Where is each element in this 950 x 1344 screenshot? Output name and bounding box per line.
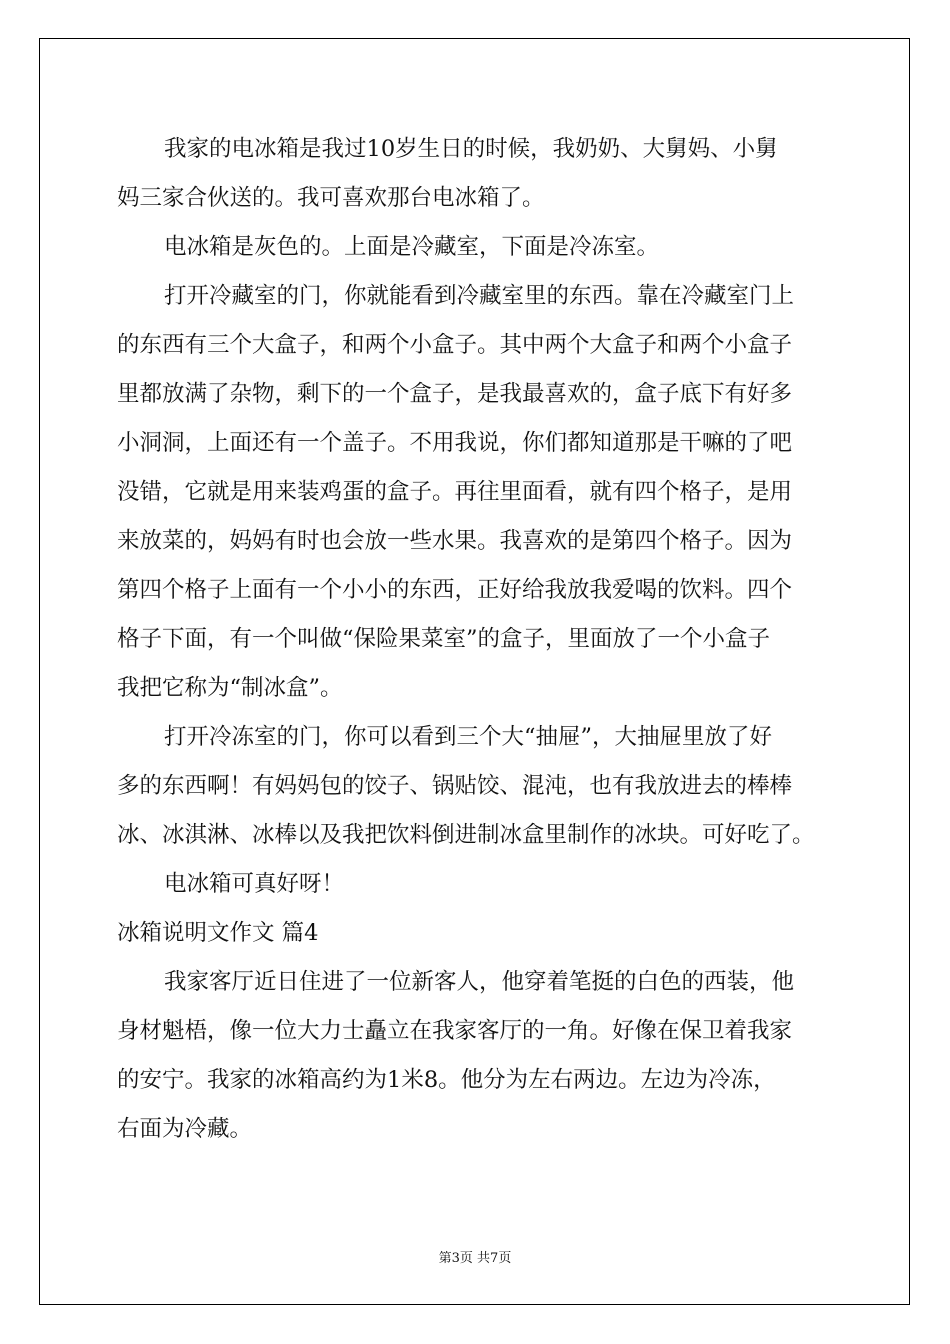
paragraph-1-line-1: 我家的电冰箱是我过10岁生日的时候，我奶奶、大舅妈、小舅	[164, 136, 778, 162]
paragraph-3-line-7: 第四个格子上面有一个小小的东西，正好给我放我爱喝的饮料。四个	[117, 577, 793, 603]
paragraph-6-line-2: 身材魁梧，像一位大力士矗立在我家客厅的一角。好像在保卫着我家	[117, 1018, 793, 1044]
page-footer: 第3页 共7页	[438, 1251, 512, 1266]
paragraph-3-line-9: 我把它称为“制冰盒”。	[117, 675, 343, 701]
paragraph-3-line-2: 的东西有三个大盒子，和两个小盒子。其中两个大盒子和两个小盒子	[117, 332, 793, 358]
paragraph-3-line-6: 来放菜的，妈妈有时也会放一些水果。我喜欢的是第四个格子。因为	[117, 528, 793, 554]
paragraph-4-line-2: 多的东西啊！有妈妈包的饺子、锅贴饺、混沌，也有我放进去的棒棒	[117, 773, 793, 799]
paragraph-4-line-3: 冰、冰淇淋、冰棒以及我把饮料倒进制冰盒里制作的冰块。可好吃了。	[117, 822, 815, 848]
paragraph-5-line-1: 电冰箱可真好呀！	[164, 871, 345, 897]
section-heading: 冰箱说明文作文 篇4	[117, 920, 319, 946]
paragraph-6-line-3: 的安宁。我家的冰箱高约为1米8。他分为左右两边。左边为冷冻，	[117, 1067, 776, 1093]
paragraph-4-line-1: 打开冷冻室的门，你可以看到三个大“抽屉”，大抽屉里放了好	[164, 724, 773, 750]
paragraph-1-line-2: 妈三家合伙送的。我可喜欢那台电冰箱了。	[117, 185, 545, 211]
paragraph-3-line-1: 打开冷藏室的门，你就能看到冷藏室里的东西。靠在冷藏室门上	[164, 283, 795, 309]
paragraph-6-line-4: 右面为冷藏。	[117, 1116, 253, 1142]
paragraph-3-line-4: 小洞洞，上面还有一个盖子。不用我说，你们都知道那是干嘛的了吧	[117, 430, 793, 456]
paragraph-2-line-1: 电冰箱是灰色的。上面是冷藏室，下面是冷冻室。	[164, 234, 660, 260]
paragraph-3-line-5: 没错，它就是用来装鸡蛋的盒子。再往里面看，就有四个格子，是用	[117, 479, 793, 505]
paragraph-6-line-1: 我家客厅近日住进了一位新客人，他穿着笔挺的白色的西装，他	[164, 969, 795, 995]
paragraph-3-line-8: 格子下面，有一个叫做“保险果菜室”的盒子，里面放了一个小盒子	[117, 626, 771, 652]
document-body	[117, 125, 852, 1154]
paragraph-3-line-3: 里都放满了杂物，剩下的一个盒子，是我最喜欢的，盒子底下有好多	[117, 381, 793, 407]
